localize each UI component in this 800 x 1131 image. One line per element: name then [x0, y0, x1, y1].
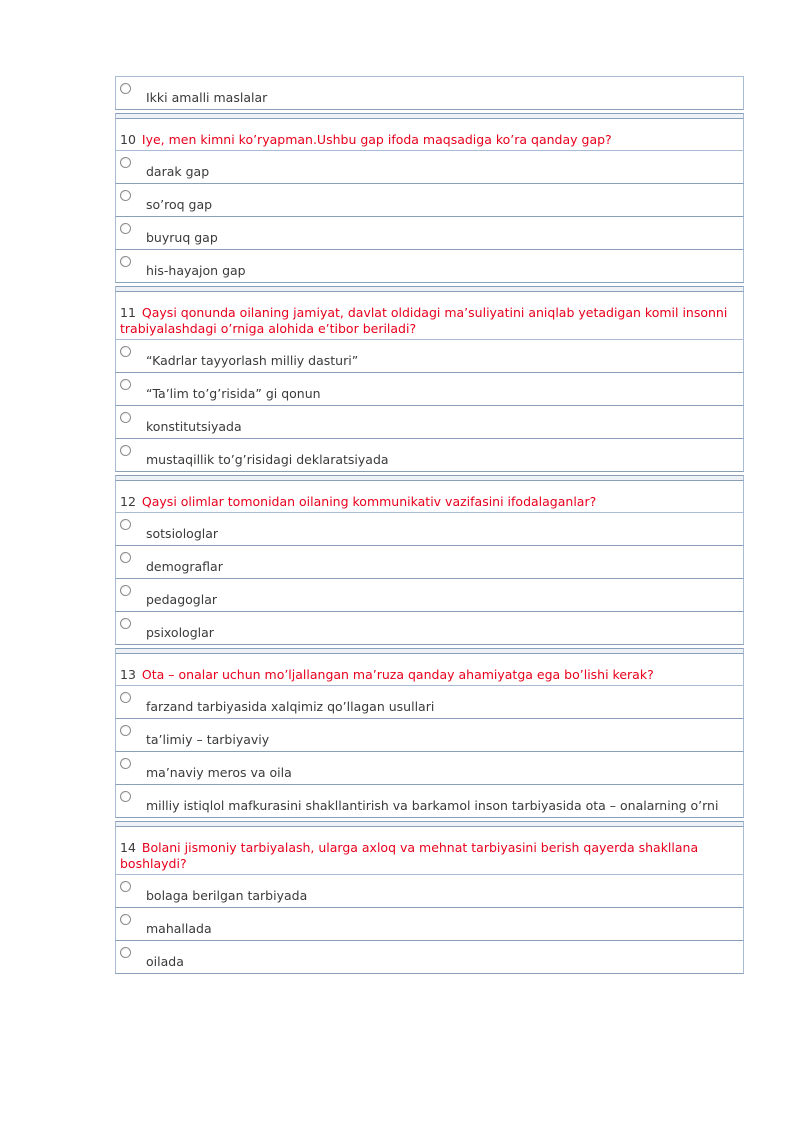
- radio-button-icon[interactable]: [120, 914, 131, 925]
- answer-option[interactable]: [115, 785, 744, 818]
- answer-option[interactable]: [115, 908, 744, 941]
- question-number: 14: [120, 840, 136, 855]
- radio-button-icon[interactable]: [120, 223, 131, 234]
- question-number: 10: [120, 132, 136, 147]
- radio-button-icon[interactable]: [120, 881, 131, 892]
- answer-label: psixologlar: [146, 625, 214, 640]
- answer-label: pedagoglar: [146, 592, 218, 607]
- answer-option[interactable]: [115, 719, 744, 752]
- answer-option[interactable]: [115, 686, 744, 719]
- radio-button-icon[interactable]: [120, 412, 131, 423]
- answer-option[interactable]: [115, 612, 744, 645]
- radio-button-icon[interactable]: [120, 445, 131, 456]
- radio-button-icon[interactable]: [120, 157, 131, 168]
- radio-button-icon[interactable]: [120, 552, 131, 563]
- answer-label: demograflar: [146, 559, 223, 574]
- answer-option[interactable]: [115, 941, 744, 974]
- answer-option[interactable]: [115, 373, 744, 406]
- answer-option[interactable]: [115, 76, 744, 110]
- radio-button-icon[interactable]: [120, 791, 131, 802]
- radio-button-icon[interactable]: [120, 758, 131, 769]
- answer-label: darak gap: [146, 164, 210, 179]
- answer-label: oilada: [146, 954, 184, 969]
- question-number: 13: [120, 667, 136, 682]
- answer-label: konstitutsiyada: [146, 419, 242, 434]
- answer-option[interactable]: [115, 513, 744, 546]
- answer-option[interactable]: [115, 875, 744, 908]
- answer-label: bolaga berilgan tarbiyada: [146, 888, 308, 903]
- answer-label: mustaqillik to’g’risidagi deklaratsiyada: [146, 452, 389, 467]
- radio-button-icon[interactable]: [120, 725, 131, 736]
- radio-button-icon[interactable]: [120, 346, 131, 357]
- radio-button-icon[interactable]: [120, 947, 131, 958]
- radio-button-icon[interactable]: [120, 190, 131, 201]
- answer-option[interactable]: [115, 546, 744, 579]
- question-text: Bolani jismoniy tarbiyalash, ularga axloq va mehnat tarbiyasini berish qayerda shakllana boshlaydi?: [120, 840, 699, 871]
- answer-label: Ikki amalli maslalar: [146, 90, 268, 105]
- quiz-container: [115, 76, 744, 974]
- radio-button-icon[interactable]: [120, 519, 131, 530]
- radio-button-icon[interactable]: [120, 83, 131, 94]
- question-11: [115, 292, 744, 340]
- radio-button-icon[interactable]: [120, 256, 131, 267]
- question-number: 12: [120, 494, 136, 509]
- answer-option[interactable]: [115, 752, 744, 785]
- answer-label: “Kadrlar tayyorlash milliy dasturi”: [146, 353, 359, 368]
- question-10: [115, 119, 744, 151]
- answer-label: milliy istiqlol mafkurasini shakllantirish va barkamol inson tarbiyasida ota – onalarning o’rni: [146, 798, 719, 813]
- question-text: Iye, men kimni ko’ryapman.Ushbu gap ifoda maqsadiga ko’ra qanday gap?: [141, 132, 612, 147]
- answer-label: ma’naviy meros va oila: [146, 765, 292, 780]
- question-number: 11: [120, 305, 136, 320]
- answer-label: sotsiologlar: [146, 526, 219, 541]
- answer-option[interactable]: [115, 250, 744, 283]
- radio-button-icon[interactable]: [120, 692, 131, 703]
- answer-option[interactable]: [115, 439, 744, 472]
- answer-option[interactable]: [115, 406, 744, 439]
- answer-label: his-hayajon gap: [146, 263, 246, 278]
- answer-option[interactable]: [115, 340, 744, 373]
- question-text: Ota – onalar uchun mo’ljallangan ma’ruza qanday ahamiyatga ega bo’lishi kerak?: [141, 667, 654, 682]
- answer-option[interactable]: [115, 217, 744, 250]
- radio-button-icon[interactable]: [120, 379, 131, 390]
- question-14: [115, 827, 744, 875]
- answer-option[interactable]: [115, 184, 744, 217]
- question-13: [115, 654, 744, 686]
- answer-option[interactable]: [115, 151, 744, 184]
- answer-label: “Ta’lim to’g’risida” gi qonun: [146, 386, 321, 401]
- answer-label: ta’limiy – tarbiyaviy: [146, 732, 270, 747]
- radio-button-icon[interactable]: [120, 585, 131, 596]
- question-text: Qaysi qonunda oilaning jamiyat, davlat oldidagi ma’suliyatini aniqlab yetadigan komil insonni trabiyalashdagi o’rniga alohida e’tibor beriladi?: [120, 305, 728, 336]
- answer-label: farzand tarbiyasida xalqimiz qo’llagan usullari: [146, 699, 435, 714]
- question-12: [115, 481, 744, 513]
- answer-label: buyruq gap: [146, 230, 218, 245]
- radio-button-icon[interactable]: [120, 618, 131, 629]
- answer-label: so’roq gap: [146, 197, 213, 212]
- question-text: Qaysi olimlar tomonidan oilaning kommunikativ vazifasini ifodalaganlar?: [141, 494, 597, 509]
- answer-label: mahallada: [146, 921, 212, 936]
- answer-option[interactable]: [115, 579, 744, 612]
